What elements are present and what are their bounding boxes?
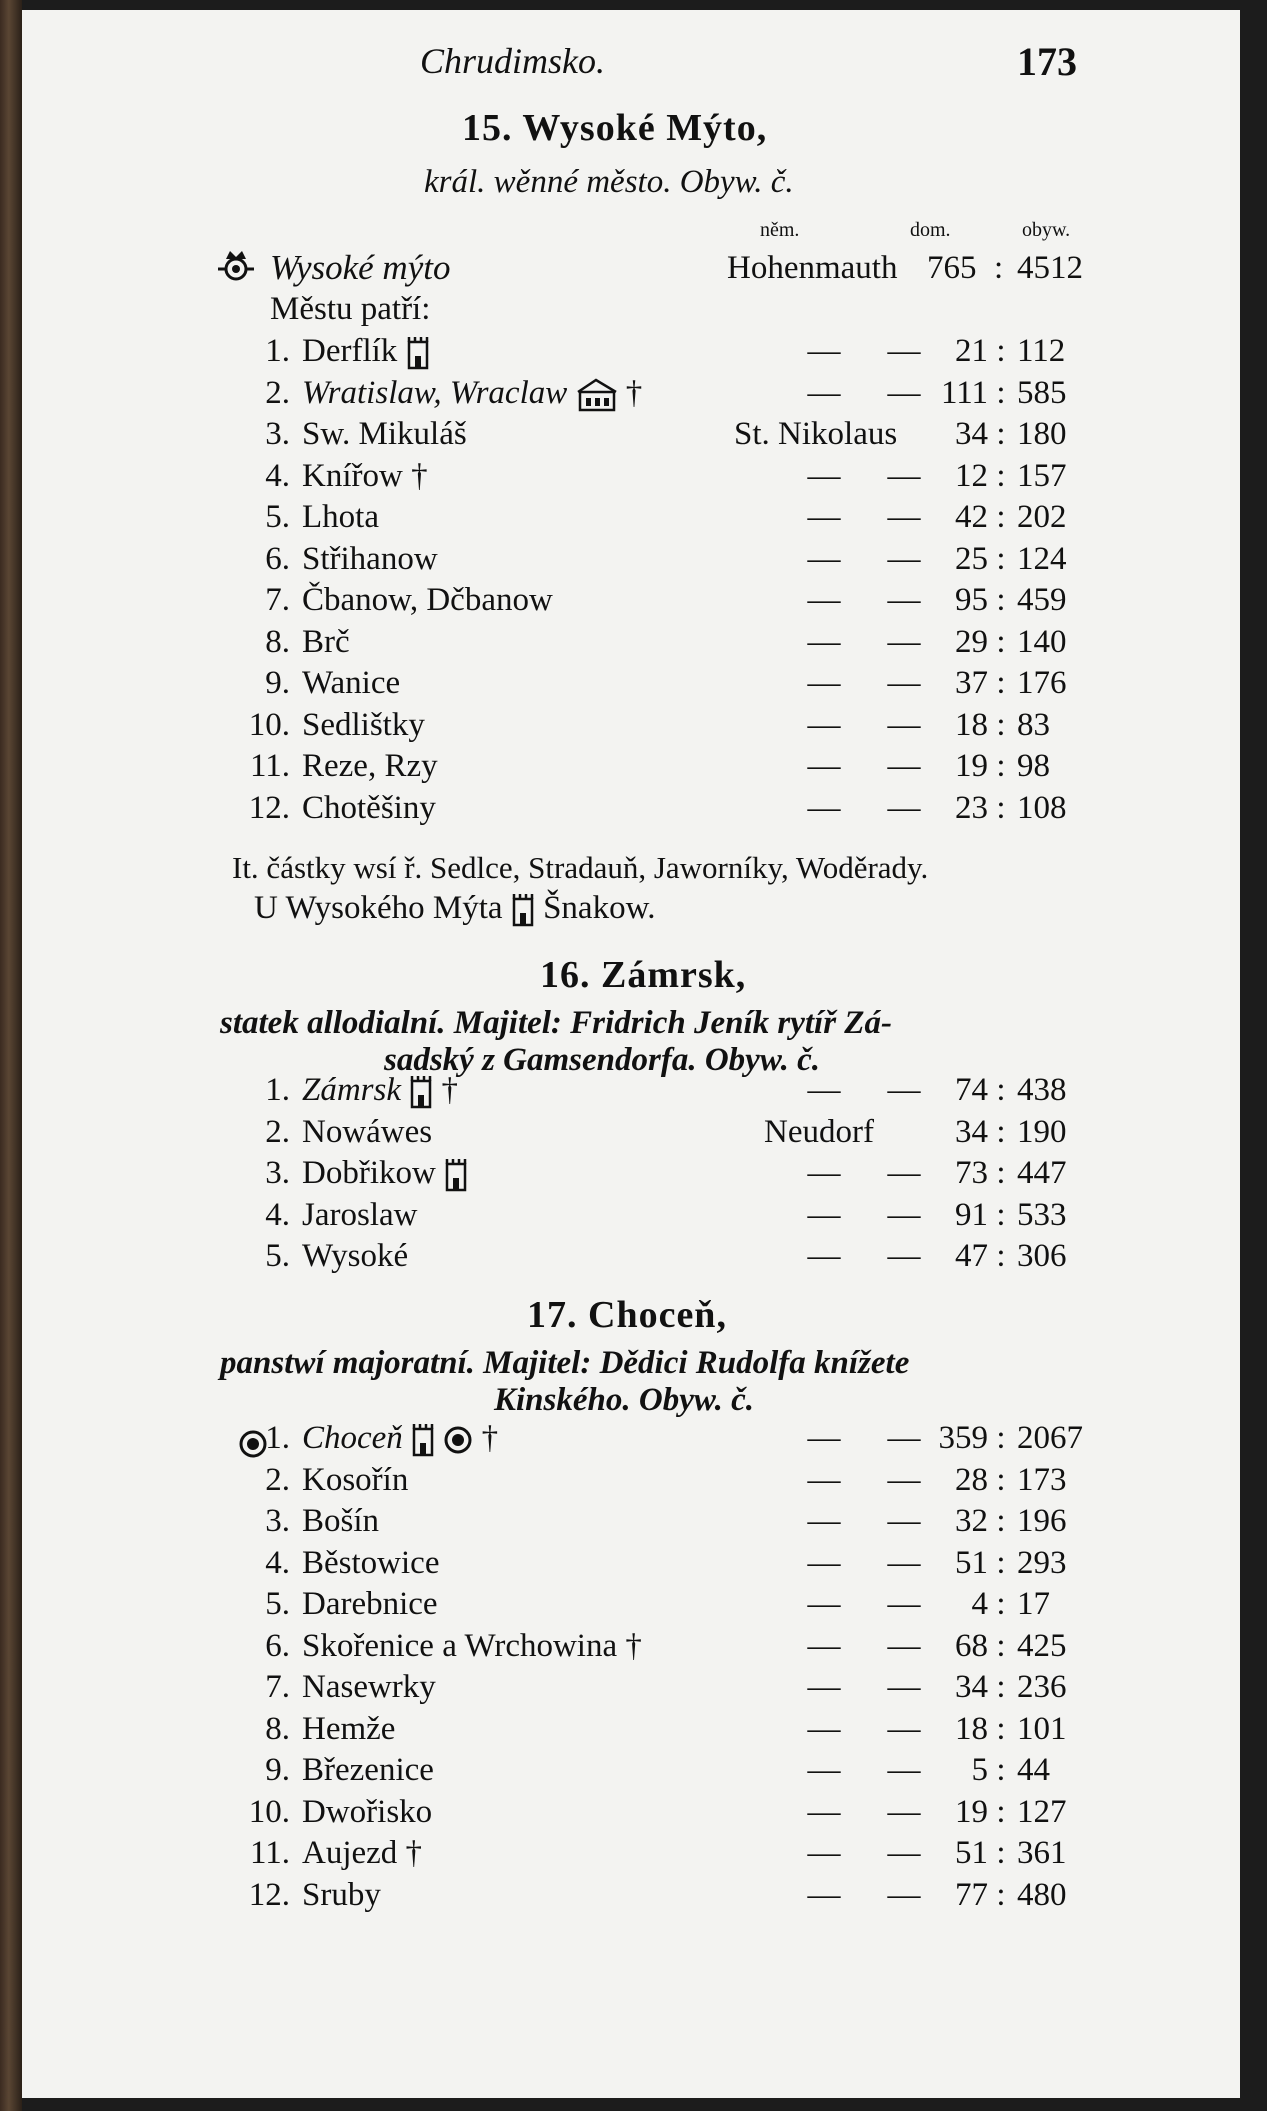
population: 447 bbox=[1017, 1155, 1067, 1191]
main-town-colon: : bbox=[994, 250, 1004, 286]
main-town-german: Hohenmauth bbox=[727, 250, 898, 286]
row-number: 3. bbox=[265, 1155, 290, 1191]
colon-separator: : bbox=[996, 499, 1006, 535]
place-name bbox=[302, 497, 379, 537]
ditto-dash: — bbox=[887, 1155, 921, 1191]
row-number: 10. bbox=[248, 1793, 290, 1830]
place-name bbox=[302, 1626, 642, 1666]
row-number: 8. bbox=[265, 623, 290, 660]
section-17-heading: 17. Choceň, bbox=[527, 1294, 727, 1336]
castle-icon bbox=[409, 1072, 433, 1108]
place-name bbox=[302, 1543, 439, 1583]
ditto-dash: — bbox=[887, 1420, 921, 1456]
row-number: 4. bbox=[265, 457, 290, 494]
place-name bbox=[302, 1460, 408, 1500]
colon-separator: : bbox=[996, 416, 1006, 452]
ditto-dash: — bbox=[887, 1876, 921, 1913]
ditto-dash: — bbox=[807, 374, 841, 411]
place-name-text: Hemže bbox=[302, 1710, 396, 1747]
ditto-dash: — bbox=[807, 457, 841, 494]
colon-separator: : bbox=[996, 1503, 1006, 1539]
ditto-dash: — bbox=[807, 748, 841, 784]
population: 306 bbox=[1017, 1238, 1067, 1274]
colon-separator: : bbox=[996, 1586, 1006, 1622]
ditto-dash: — bbox=[807, 789, 841, 826]
ditto-dash: — bbox=[887, 1627, 921, 1664]
place-name bbox=[302, 1875, 381, 1915]
section-17-subtitle-2: Kinského. Obyw. č. bbox=[494, 1382, 755, 1418]
place-name bbox=[302, 746, 438, 786]
target-icon bbox=[238, 1422, 268, 1462]
cross-mark: † bbox=[441, 1072, 459, 1108]
row-number: 2. bbox=[265, 374, 290, 411]
ditto-dash: — bbox=[807, 1669, 841, 1705]
ditto-dash: — bbox=[807, 1544, 841, 1581]
colon-separator: : bbox=[996, 1835, 1006, 1871]
colon-separator: : bbox=[996, 1113, 1006, 1150]
place-name bbox=[302, 1112, 432, 1152]
population: 173 bbox=[1017, 1461, 1067, 1498]
place-name bbox=[302, 373, 642, 413]
ditto-dash: — bbox=[807, 1238, 841, 1274]
population: 425 bbox=[1017, 1627, 1067, 1664]
house-count: 42 bbox=[955, 499, 988, 535]
cross-mark: † bbox=[411, 457, 428, 494]
colon-separator: : bbox=[996, 1155, 1006, 1191]
colon-separator: : bbox=[996, 1752, 1006, 1788]
row-number: 2. bbox=[265, 1461, 290, 1498]
population: 361 bbox=[1017, 1835, 1067, 1871]
note-near-town-label: U Wysokého Mýta bbox=[254, 890, 503, 926]
colon-separator: : bbox=[996, 1544, 1006, 1581]
ditto-dash: — bbox=[807, 1420, 841, 1456]
house-count: 25 bbox=[955, 540, 988, 577]
ditto-dash: — bbox=[887, 1669, 921, 1705]
german-name: St. Nikolaus bbox=[734, 416, 898, 452]
house-count: 95 bbox=[955, 582, 988, 618]
house-count: 34 bbox=[955, 416, 988, 452]
row-number: 5. bbox=[265, 1238, 290, 1274]
house-count: 12 bbox=[955, 457, 988, 494]
place-name-text: Nowáwes bbox=[302, 1113, 433, 1150]
note-parts-of-villages: It. částky wsí ř. Sedlce, Stradauň, Jaworníky, Woděrady. bbox=[232, 850, 929, 885]
main-town-name: Wysoké mýto bbox=[270, 248, 451, 287]
place-name-text: Skořenice a Wrchowina bbox=[302, 1627, 618, 1664]
colon-separator: : bbox=[996, 706, 1006, 743]
colon-separator: : bbox=[996, 540, 1006, 577]
ditto-dash: — bbox=[887, 1752, 921, 1788]
col-header-nem: něm. bbox=[760, 219, 800, 241]
population: 157 bbox=[1017, 457, 1067, 494]
colon-separator: : bbox=[996, 1420, 1006, 1456]
house-count: 73 bbox=[955, 1155, 988, 1191]
place-name-text: Střihanow bbox=[302, 540, 438, 577]
castle-icon bbox=[406, 333, 430, 369]
place-name-text: Chotěšiny bbox=[302, 789, 436, 826]
row-number: 5. bbox=[265, 1586, 290, 1622]
house-count: 47 bbox=[955, 1238, 988, 1274]
population: 127 bbox=[1017, 1793, 1067, 1830]
row-number: 9. bbox=[265, 1752, 290, 1788]
ditto-dash: — bbox=[807, 582, 841, 618]
house-count: 5 bbox=[971, 1752, 988, 1788]
house-count: 91 bbox=[955, 1196, 988, 1233]
colon-separator: : bbox=[996, 789, 1006, 826]
book-spine bbox=[0, 0, 22, 2111]
population: 236 bbox=[1017, 1669, 1067, 1705]
place-name-text: Wanice bbox=[302, 665, 401, 701]
row-number: 2. bbox=[265, 1113, 290, 1150]
ditto-dash: — bbox=[887, 1793, 921, 1830]
row-number: 10. bbox=[248, 706, 290, 743]
row-number: 6. bbox=[265, 1627, 290, 1664]
population: 480 bbox=[1017, 1876, 1067, 1913]
population: 140 bbox=[1017, 623, 1067, 660]
house-count: 51 bbox=[955, 1835, 988, 1871]
section-16-heading: 16. Zámrsk, bbox=[540, 954, 747, 996]
row-number: 1. bbox=[265, 333, 290, 369]
place-name bbox=[302, 1584, 438, 1624]
ditto-dash: — bbox=[887, 457, 921, 494]
population: 98 bbox=[1017, 748, 1050, 784]
house-count: 34 bbox=[955, 1113, 988, 1150]
place-name bbox=[302, 663, 400, 703]
colon-separator: : bbox=[996, 665, 1006, 701]
section-17-subtitle-1: panstwí majoratní. Majitel: Dědici Rudolfa knížete bbox=[220, 1345, 910, 1381]
main-town-pop: 4512 bbox=[1017, 250, 1083, 286]
ditto-dash: — bbox=[887, 706, 921, 743]
place-name-text: Bošín bbox=[302, 1503, 380, 1539]
population: 124 bbox=[1017, 540, 1067, 577]
colon-separator: : bbox=[996, 1461, 1006, 1498]
place-name-text: Knířow bbox=[302, 457, 403, 494]
section-16-subtitle-1: statek allodialní. Majitel: Fridrich Jeník rytíř Zá- bbox=[220, 1005, 892, 1041]
place-name-text: Kosořín bbox=[302, 1461, 409, 1498]
ditto-dash: — bbox=[807, 1155, 841, 1191]
section-16-subtitle-2: sadský z Gamsendorfa. Obyw. č. bbox=[384, 1042, 821, 1078]
note-near-town bbox=[254, 888, 656, 928]
running-title: Chrudimsko. bbox=[420, 41, 606, 81]
castle-icon bbox=[444, 1155, 468, 1191]
ditto-dash: — bbox=[807, 1710, 841, 1747]
population: 196 bbox=[1017, 1503, 1067, 1539]
place-name bbox=[302, 414, 467, 454]
colon-separator: : bbox=[996, 333, 1006, 369]
population: 2067 bbox=[1017, 1420, 1083, 1456]
population: 533 bbox=[1017, 1196, 1067, 1233]
ditto-dash: — bbox=[807, 1835, 841, 1871]
population: 180 bbox=[1017, 416, 1067, 452]
house-count: 74 bbox=[955, 1072, 988, 1108]
colon-separator: : bbox=[996, 1627, 1006, 1664]
colon-separator: : bbox=[996, 1238, 1006, 1274]
target-icon bbox=[443, 1420, 473, 1456]
ditto-dash: — bbox=[887, 1072, 921, 1108]
population: 459 bbox=[1017, 582, 1067, 618]
colon-separator: : bbox=[996, 1196, 1006, 1233]
castle-icon bbox=[511, 890, 535, 926]
row-number: 5. bbox=[265, 499, 290, 535]
ditto-dash: — bbox=[807, 499, 841, 535]
place-name bbox=[302, 1236, 408, 1276]
place-name bbox=[302, 1750, 434, 1790]
place-name bbox=[302, 1195, 417, 1235]
place-name-text: Darebnice bbox=[302, 1586, 438, 1622]
section-15-heading: 15. Wysoké Mýto, bbox=[462, 107, 768, 149]
ditto-dash: — bbox=[887, 1461, 921, 1498]
ditto-dash: — bbox=[887, 499, 921, 535]
row-number: 3. bbox=[265, 416, 290, 452]
colon-separator: : bbox=[996, 582, 1006, 618]
place-name bbox=[302, 1667, 436, 1707]
house-count: 111 bbox=[940, 374, 988, 411]
population: 101 bbox=[1017, 1710, 1067, 1747]
place-name-text: Derflík bbox=[302, 333, 398, 369]
row-number: 3. bbox=[265, 1503, 290, 1539]
population: 438 bbox=[1017, 1072, 1067, 1108]
place-name-text: Zámrsk bbox=[302, 1072, 402, 1108]
house-count: 4 bbox=[971, 1586, 988, 1622]
house-count: 37 bbox=[955, 665, 988, 701]
place-name-text: Běstowice bbox=[302, 1544, 440, 1581]
place-name bbox=[302, 1501, 379, 1541]
house-count: 29 bbox=[955, 623, 988, 660]
belongs-label: Městu patří: bbox=[270, 291, 431, 327]
row-number: 1. bbox=[265, 1420, 290, 1456]
cross-mark: † bbox=[625, 374, 643, 411]
note-near-town-place: Šnakow. bbox=[543, 890, 656, 926]
ditto-dash: — bbox=[887, 1503, 921, 1539]
population: 108 bbox=[1017, 789, 1067, 826]
house-count: 19 bbox=[955, 1793, 988, 1830]
house-count: 18 bbox=[955, 1710, 988, 1747]
population: 112 bbox=[1017, 333, 1066, 369]
house-count: 28 bbox=[955, 1461, 988, 1498]
place-name-text: Brč bbox=[302, 623, 350, 660]
place-name-text: Aujezd bbox=[302, 1835, 398, 1871]
ditto-dash: — bbox=[887, 374, 921, 411]
house-count: 23 bbox=[955, 789, 988, 826]
place-name-text: Dobřikow bbox=[302, 1155, 436, 1191]
ditto-dash: — bbox=[807, 706, 841, 743]
place-name bbox=[302, 539, 438, 579]
colon-separator: : bbox=[996, 1669, 1006, 1705]
place-name-text: Březenice bbox=[302, 1752, 434, 1788]
population: 293 bbox=[1017, 1544, 1067, 1581]
ditto-dash: — bbox=[807, 1752, 841, 1788]
row-number: 11. bbox=[249, 1835, 290, 1871]
place-name bbox=[302, 1153, 468, 1193]
ditto-dash: — bbox=[887, 1196, 921, 1233]
ditto-dash: — bbox=[807, 1461, 841, 1498]
ditto-dash: — bbox=[807, 1196, 841, 1233]
place-name bbox=[302, 331, 430, 371]
place-name bbox=[302, 1418, 498, 1458]
house-count: 68 bbox=[955, 1627, 988, 1664]
row-number: 1. bbox=[265, 1072, 290, 1108]
ditto-dash: — bbox=[887, 540, 921, 577]
row-number: 4. bbox=[265, 1544, 290, 1581]
ditto-dash: — bbox=[807, 1503, 841, 1539]
ditto-dash: — bbox=[887, 748, 921, 784]
ditto-dash: — bbox=[887, 1586, 921, 1622]
place-name-text: Dwořisko bbox=[302, 1793, 433, 1830]
colon-separator: : bbox=[996, 1710, 1006, 1747]
castle-icon bbox=[411, 1420, 435, 1456]
place-name-text: Čbanow, Dčbanow bbox=[302, 582, 553, 618]
place-name bbox=[302, 622, 350, 662]
ditto-dash: — bbox=[887, 665, 921, 701]
ditto-dash: — bbox=[807, 665, 841, 701]
place-name-text: Jaroslaw bbox=[302, 1196, 418, 1233]
house-count: 359 bbox=[938, 1420, 988, 1456]
section-15-subtitle: král. wěnné město. Obyw. č. bbox=[424, 164, 794, 200]
ditto-dash: — bbox=[807, 540, 841, 577]
german-name: Neudorf bbox=[764, 1113, 874, 1150]
row-number: 7. bbox=[265, 582, 290, 618]
colon-separator: : bbox=[996, 374, 1006, 411]
population: 202 bbox=[1017, 499, 1067, 535]
row-number: 4. bbox=[265, 1196, 290, 1233]
population: 83 bbox=[1017, 706, 1050, 743]
place-name-text: Wysoké bbox=[302, 1238, 409, 1274]
row-number: 9. bbox=[265, 665, 290, 701]
house-count: 34 bbox=[955, 1669, 988, 1705]
ditto-dash: — bbox=[807, 1876, 841, 1913]
place-name bbox=[302, 1070, 458, 1110]
crown-emblem-icon bbox=[214, 245, 258, 289]
population: 176 bbox=[1017, 665, 1067, 701]
place-name bbox=[302, 705, 425, 745]
house-count: 32 bbox=[955, 1503, 988, 1539]
colon-separator: : bbox=[996, 1072, 1006, 1108]
row-number: 12. bbox=[248, 789, 290, 826]
page-number: 173 bbox=[1017, 39, 1077, 84]
ditto-dash: — bbox=[887, 333, 921, 369]
ditto-dash: — bbox=[807, 1586, 841, 1622]
col-header-obyw: obyw. bbox=[1022, 219, 1071, 241]
place-name bbox=[302, 1833, 422, 1873]
place-name bbox=[302, 580, 553, 620]
place-name bbox=[302, 456, 428, 496]
place-name bbox=[302, 788, 436, 828]
building-icon bbox=[576, 375, 618, 411]
place-name-text: Lhota bbox=[302, 499, 379, 535]
ditto-dash: — bbox=[887, 789, 921, 826]
ditto-dash: — bbox=[887, 623, 921, 660]
house-count: 21 bbox=[955, 333, 988, 369]
main-town-dom: 765 bbox=[927, 250, 977, 286]
place-name bbox=[302, 1792, 432, 1832]
book-page bbox=[22, 10, 1240, 2098]
population: 585 bbox=[1017, 374, 1067, 411]
colon-separator: : bbox=[996, 1793, 1006, 1830]
population: 190 bbox=[1017, 1113, 1067, 1150]
ditto-dash: — bbox=[807, 1793, 841, 1830]
ditto-dash: — bbox=[807, 333, 841, 369]
ditto-dash: — bbox=[887, 1544, 921, 1581]
colon-separator: : bbox=[996, 623, 1006, 660]
place-name-text: Sedlištky bbox=[302, 706, 425, 743]
ditto-dash: — bbox=[887, 1710, 921, 1747]
ditto-dash: — bbox=[887, 582, 921, 618]
colon-separator: : bbox=[996, 457, 1006, 494]
house-count: 77 bbox=[955, 1876, 988, 1913]
cross-mark: † bbox=[405, 1835, 423, 1871]
place-name-text: Choceň bbox=[302, 1420, 403, 1456]
population: 17 bbox=[1017, 1586, 1050, 1622]
cross-mark: † bbox=[625, 1627, 642, 1664]
ditto-dash: — bbox=[887, 1835, 921, 1871]
row-number: 7. bbox=[265, 1669, 290, 1705]
place-name-text: Sw. Mikuláš bbox=[302, 416, 467, 452]
cross-mark: † bbox=[481, 1420, 499, 1456]
ditto-dash: — bbox=[807, 1072, 841, 1108]
ditto-dash: — bbox=[807, 1627, 841, 1664]
row-number: 8. bbox=[265, 1710, 290, 1747]
place-name-text: Reze, Rzy bbox=[302, 748, 438, 784]
row-number: 6. bbox=[265, 540, 290, 577]
place-name bbox=[302, 1709, 395, 1749]
place-name-text: Nasewrky bbox=[302, 1669, 436, 1705]
row-number: 11. bbox=[249, 748, 290, 784]
row-number: 12. bbox=[248, 1876, 290, 1913]
colon-separator: : bbox=[996, 748, 1006, 784]
ditto-dash: — bbox=[887, 1238, 921, 1274]
house-count: 19 bbox=[955, 748, 988, 784]
place-name-text: Wratislaw, Wraclaw bbox=[302, 374, 568, 411]
house-count: 18 bbox=[955, 706, 988, 743]
house-count: 51 bbox=[955, 1544, 988, 1581]
col-header-dom: dom. bbox=[910, 219, 951, 241]
colon-separator: : bbox=[996, 1876, 1006, 1913]
place-name-text: Sruby bbox=[302, 1876, 381, 1913]
ditto-dash: — bbox=[807, 623, 841, 660]
population: 44 bbox=[1017, 1752, 1050, 1788]
